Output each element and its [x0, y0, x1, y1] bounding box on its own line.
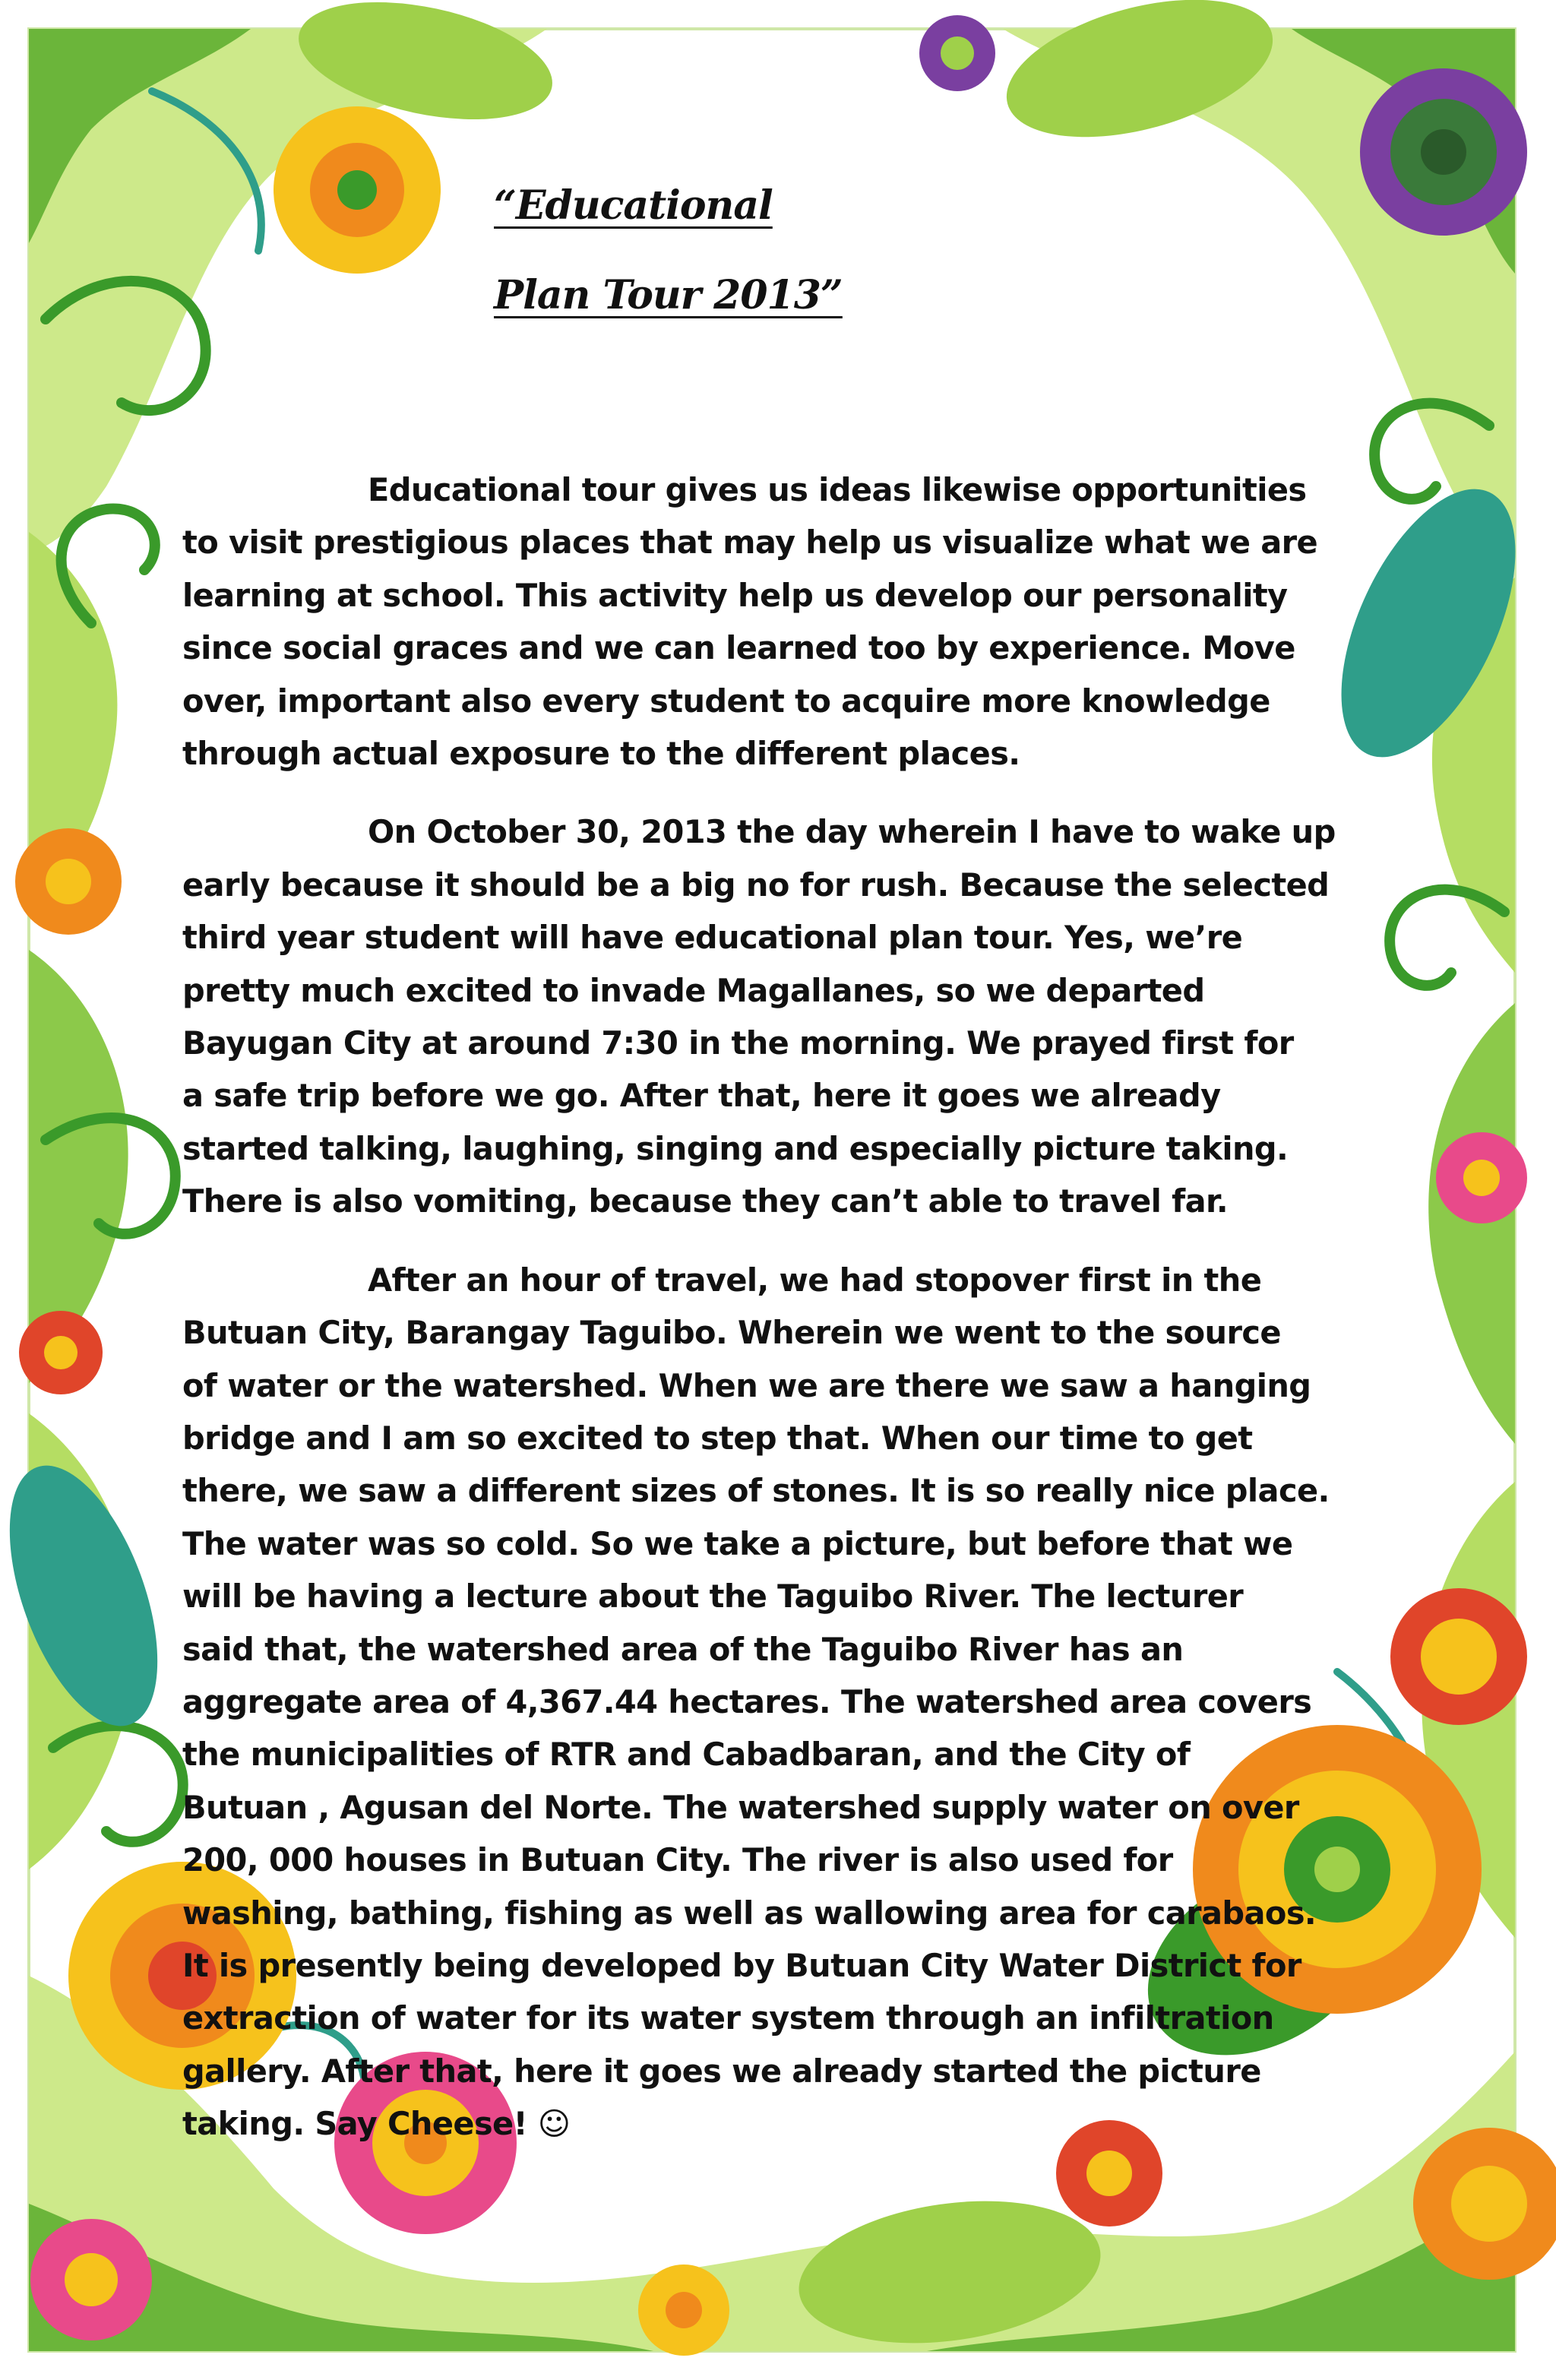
text-line: extraction of water for its water system through an infiltration [182, 1999, 1274, 2037]
text-line: through actual exposure to the different places. [182, 735, 1020, 773]
text-line: a safe trip before we go. After that, here it goes we already [182, 1077, 1221, 1115]
text-line: washing, bathing, fishing as well as wallowing area for carabaos. [182, 1894, 1317, 1932]
text-line: over, important also every student to acquire more knowledge [182, 682, 1270, 720]
text-line: The water was so cold. So we take a picture, but before that we [182, 1524, 1293, 1562]
document-body [182, 464, 1383, 2176]
text-line: started talking, laughing, singing and especially picture taking. [182, 1129, 1289, 1167]
text-line: Butuan , Agusan del Norte. The watershed supply water on over [182, 1788, 1299, 1826]
document-title-line-2: Plan Tour 2013” [494, 272, 843, 318]
title-block [494, 182, 1026, 362]
text-line: It is presently being developed by Butuan City Water District for [182, 1946, 1301, 1984]
text-line: third year student will have educational plan tour. Yes, we’re [182, 919, 1243, 957]
text-line: On October 30, 2013 the day wherein I have to wake up [368, 813, 1336, 851]
text-line: aggregate area of 4,367.44 hectares. The watershed area covers [182, 1682, 1312, 1720]
text-line: Bayugan City at around 7:30 in the morning. We prayed first for [182, 1024, 1294, 1062]
text-line: learning at school. This activity help us develop our personality [182, 576, 1288, 614]
text-line: bridge and I am so excited to step that. When our time to get [182, 1419, 1253, 1457]
document-title-line-1: “Educational [494, 182, 773, 229]
text-line: to visit prestigious places that may help us visualize what we are [182, 524, 1318, 562]
text-line: After an hour of travel, we had stopover first in the [368, 1261, 1262, 1299]
text-line: since social graces and we can learned too by experience. Move [182, 629, 1295, 667]
text-line: of water or the watershed. When we are there we saw a hanging [182, 1366, 1311, 1404]
flower-top-right [1360, 68, 1527, 236]
paragraph-2 [182, 805, 1383, 1227]
text-line: pretty much excited to invade Magallanes, so we departed [182, 971, 1205, 1009]
text-line: early because it should be a big no for rush. Because the selected [182, 866, 1330, 904]
paragraph-1 [182, 464, 1383, 780]
text-line: there, we saw a different sizes of stones. It is so really nice place. [182, 1472, 1330, 1510]
text-line: gallery. After that, here it goes we already started the picture [182, 2052, 1261, 2090]
text-line: the municipalities of RTR and Cabadbaran, and the City of [182, 1736, 1191, 1774]
flower-top-left [274, 106, 441, 274]
text-line: Educational tour gives us ideas likewise opportunities [368, 471, 1307, 508]
text-line: There is also vomiting, because they can’t able to travel far. [182, 1182, 1229, 1220]
text-line: will be having a lecture about the Taguibo River. The lecturer [182, 1578, 1244, 1616]
paragraph-3 [182, 1254, 1383, 2151]
text-line: Butuan City, Barangay Taguibo. Wherein we went to the source [182, 1314, 1281, 1352]
text-line: taking. Say Cheese! ☺ [182, 2105, 571, 2143]
text-line: 200, 000 houses in Butuan City. The river is also used for [182, 1841, 1173, 1879]
text-line: said that, the watershed area of the Taguibo River has an [182, 1630, 1184, 1668]
